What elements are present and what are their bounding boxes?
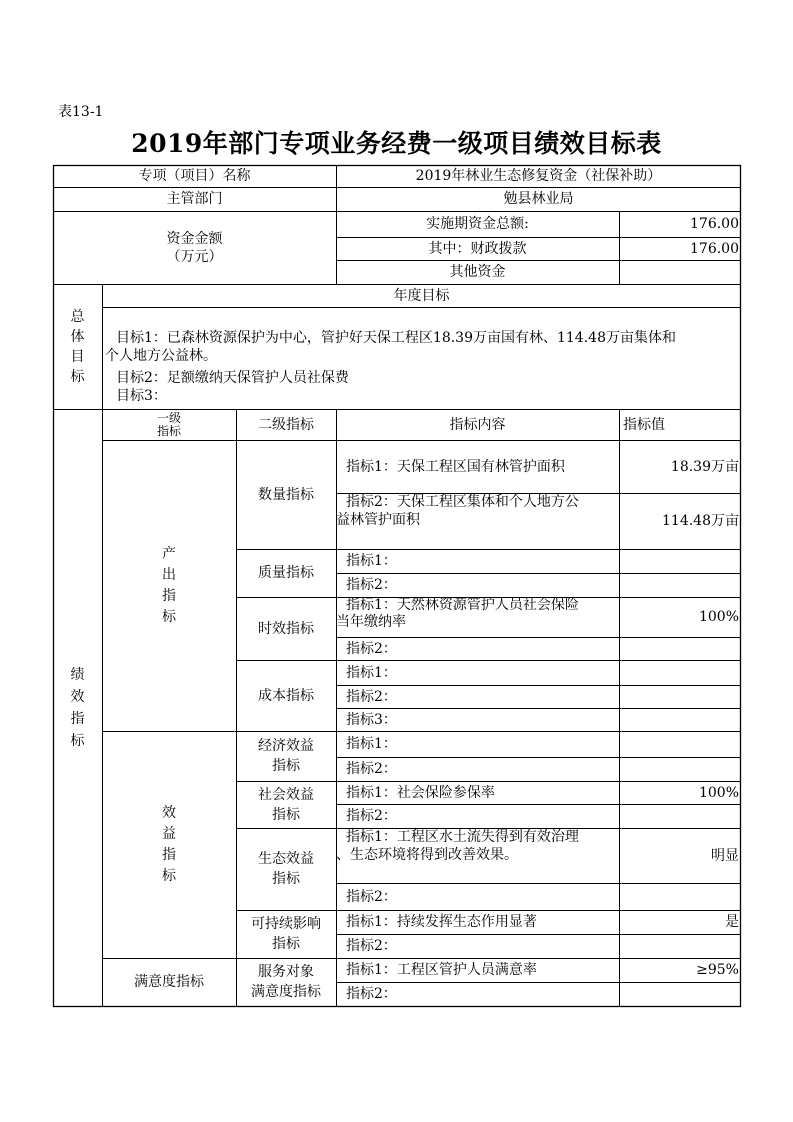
social-2-content: 指标2： xyxy=(346,808,397,824)
sustain-1-content: 指标1：持续发挥生态作用显著 xyxy=(346,914,537,930)
col-level1-a: 一级 xyxy=(156,410,181,425)
goal-2: 目标2：足额缴纳天保管护人员社保费 xyxy=(116,370,349,386)
other-fund-label: 其他资金 xyxy=(449,264,506,280)
output-indicator-label xyxy=(102,440,236,731)
fund-unit: （万元） xyxy=(166,248,223,265)
overall-char: 标 xyxy=(70,368,85,385)
serve-1-content: 指标1：工程区管护人员满意率 xyxy=(346,962,537,978)
sustain-b: 指标 xyxy=(272,936,300,952)
eco-a: 生态效益 xyxy=(258,851,314,867)
goal-3: 目标3： xyxy=(116,388,167,404)
output-char: 产 xyxy=(162,545,176,562)
sustain-a: 可持续影响 xyxy=(251,916,321,932)
benefit-char: 标 xyxy=(162,867,176,884)
qty-2-value: 114.48万亩 xyxy=(662,513,739,529)
output-char: 出 xyxy=(162,566,176,583)
fund-label: 资金金额 xyxy=(166,230,223,247)
time-1-line2: 当年缴纳率 xyxy=(336,614,406,630)
perf-char: 效 xyxy=(70,688,85,705)
econ-a: 经济效益 xyxy=(258,738,314,754)
eco-1-value: 明显 xyxy=(711,847,739,864)
table-number: 表13-1 xyxy=(58,104,104,120)
total-fund-label: 实施期资金总额: xyxy=(426,216,529,232)
sustainable-indicator xyxy=(236,910,336,958)
time-1-line1: 指标1：天然林资源管护人员社会保险 xyxy=(346,597,579,613)
eco-1-content xyxy=(336,828,619,883)
col-value-header: 指标值 xyxy=(623,416,665,433)
cost-3-content: 指标3： xyxy=(346,711,397,728)
social-indicator xyxy=(236,781,336,828)
fiscal-fund-value: 176.00 xyxy=(690,240,739,257)
sustain-1-value: 是 xyxy=(725,914,739,930)
serve-2-content: 指标2： xyxy=(346,986,397,1002)
social-1-value: 100% xyxy=(698,784,739,801)
qty-2-line2: 益林管护面积 xyxy=(336,512,420,528)
eco-1-line1: 指标1：工程区水土流失得到有效治理 xyxy=(346,829,579,845)
overall-char: 总 xyxy=(70,308,85,325)
eco-2-content: 指标2： xyxy=(346,888,397,905)
col-level1-header xyxy=(102,409,236,440)
other-fund-value xyxy=(619,260,741,284)
overall-goal-label xyxy=(53,284,102,409)
page-title: 2019年部门专项业务经费一级项目绩效目标表 xyxy=(131,129,662,158)
cost-1-content: 指标1： xyxy=(346,664,397,681)
quality-1-content: 指标1： xyxy=(346,553,397,569)
perf-char: 标 xyxy=(70,732,85,749)
quantity-indicator: 数量指标 xyxy=(258,486,314,503)
goal-1-line1: 目标1：已森林资源保护为中心，管护好天保工程区18.39万亩国有林、114.48万亩集体和 xyxy=(116,330,676,346)
goal-1-line2: 个人地方公益林。 xyxy=(105,348,217,364)
service-satisfaction-indicator xyxy=(236,958,336,1006)
econ-b: 指标 xyxy=(272,758,300,774)
ecological-indicator xyxy=(236,828,336,910)
econ-1-content: 指标1： xyxy=(346,736,397,752)
time-indicator: 时效指标 xyxy=(258,620,314,637)
overall-char: 目 xyxy=(70,348,85,365)
perf-char: 指 xyxy=(70,710,85,727)
total-fund-value: 176.00 xyxy=(690,216,739,232)
time-1-value: 100% xyxy=(698,609,739,625)
dept-value: 勉县林业局 xyxy=(503,191,574,207)
quality-2-content: 指标2： xyxy=(346,577,397,593)
social-1-content: 指标1：社会保险参保率 xyxy=(346,784,495,801)
col-content-header: 指标内容 xyxy=(449,416,506,433)
social-b: 指标 xyxy=(272,806,300,823)
qty-1-value: 18.39万亩 xyxy=(670,458,739,475)
serve-1-value: ≥95% xyxy=(696,962,739,978)
perf-indicator-label xyxy=(53,409,102,1006)
satisfaction-indicator-label: 满意度指标 xyxy=(134,974,204,990)
col-level2-header: 二级指标 xyxy=(258,416,314,433)
project-name-label: 专项（项目）名称 xyxy=(138,168,251,184)
eco-b: 指标 xyxy=(272,871,300,887)
annual-goal-label: 年度目标 xyxy=(393,287,450,304)
qty-2-line1: 指标2：天保工程区集体和个人地方公 xyxy=(346,494,579,510)
benefit-indicator-label xyxy=(102,731,236,958)
dept-label: 主管部门 xyxy=(166,191,223,207)
economic-indicator xyxy=(236,731,336,781)
cost-2-content: 指标2： xyxy=(346,688,397,705)
overall-char: 体 xyxy=(70,328,85,345)
benefit-char: 益 xyxy=(162,825,176,842)
benefit-char: 指 xyxy=(162,846,176,863)
econ-2-content: 指标2： xyxy=(346,761,397,777)
output-char: 标 xyxy=(162,608,176,625)
fund-amount-label xyxy=(53,211,336,284)
sustain-2-content: 指标2： xyxy=(346,938,397,954)
time-2-content: 指标2： xyxy=(346,640,397,657)
qty-1-content: 指标1：天保工程区国有林管护面积 xyxy=(346,458,565,475)
project-name-value: 2019年林业生态修复资金（社保补助） xyxy=(415,168,662,184)
fiscal-fund-label: 其中：财政拨款 xyxy=(428,240,527,257)
perf-char: 绩 xyxy=(70,666,85,683)
col-level1-b: 指标 xyxy=(156,423,181,438)
social-a: 社会效益 xyxy=(258,786,314,803)
quality-indicator: 质量指标 xyxy=(258,565,314,581)
benefit-char: 效 xyxy=(162,804,176,821)
eco-1-line2: 、生态环境将得到改善效果。 xyxy=(336,847,518,863)
cost-indicator: 成本指标 xyxy=(258,687,314,704)
serve-b: 满意度指标 xyxy=(251,984,321,1000)
serve-a: 服务对象 xyxy=(258,964,314,980)
time-1-content xyxy=(336,597,619,637)
qty-2-content xyxy=(336,493,619,549)
output-char: 指 xyxy=(162,587,176,604)
